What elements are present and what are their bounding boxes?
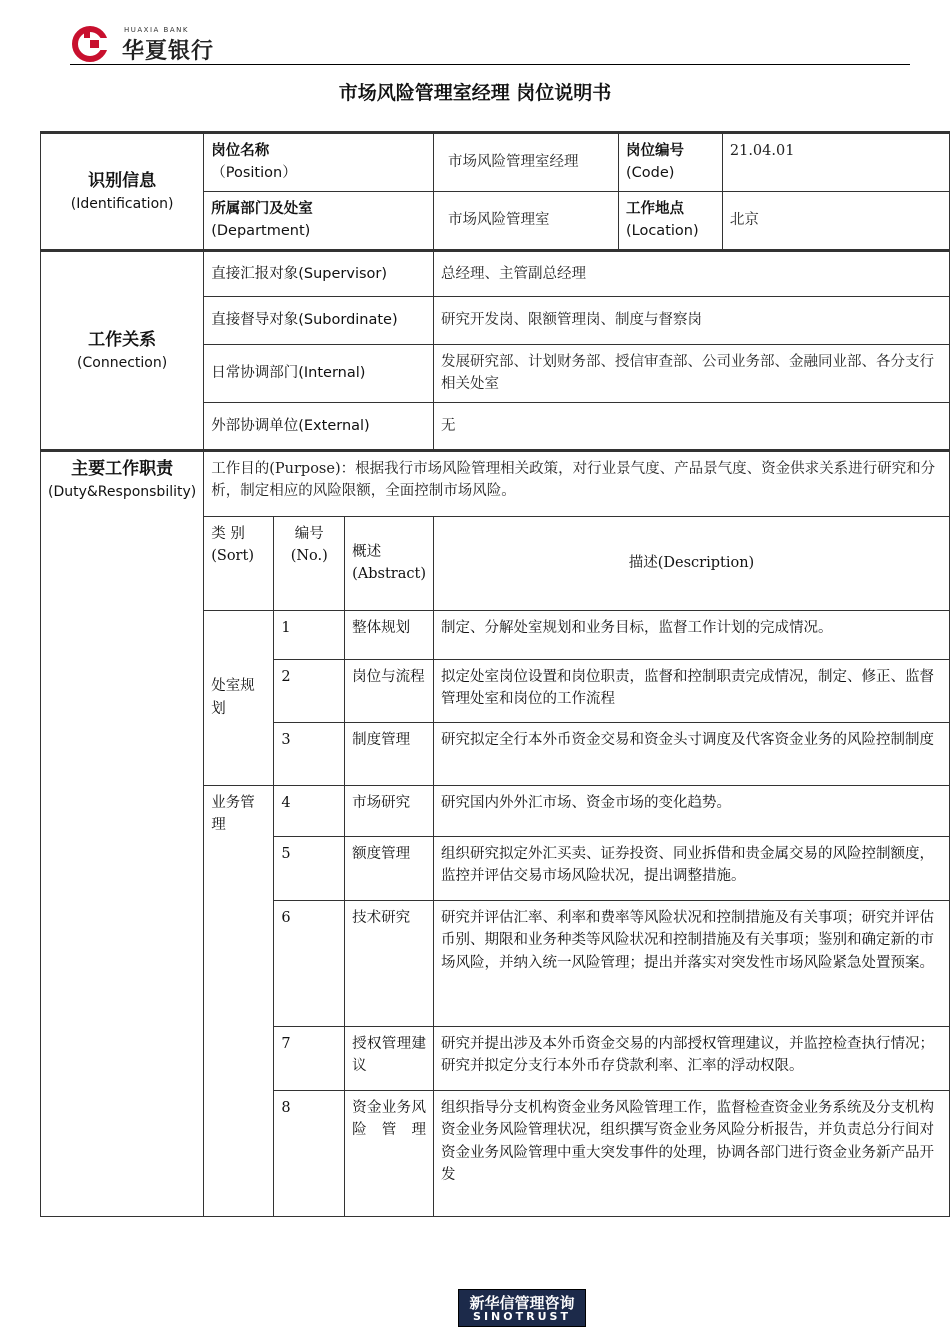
department-value: 市场风险管理室 — [433, 191, 618, 250]
no-header: 编号 (No.) — [274, 516, 345, 610]
subordinate-value: 研究开发岗、限额管理岗、制度与督察岗 — [433, 296, 949, 344]
duty-purpose-row — [41, 450, 950, 516]
bank-name-en: HUAXIA BANK — [124, 26, 189, 34]
location-label: 工作地点 (Location) — [618, 191, 722, 250]
duty-abstract: 技术研究 — [345, 900, 434, 1026]
duty-no: 8 — [274, 1090, 345, 1216]
duty-description: 研究并评估汇率、利率和费率等风险状况和控制措施及有关事项；研究并评估币别、期限和业务种类等风险状况和控制措施及有关事项；鉴别和确定新的市场风险，并纳入统一风险管理；提出并落实对突发性市场风险紧急处置预案。 — [433, 900, 949, 1026]
huaxia-bank-logo-icon — [70, 24, 110, 62]
sort-header: 类 别 (Sort) — [204, 516, 274, 610]
duty-abstract: 整体规划 — [345, 610, 434, 659]
duty-abstract: 授权管理建议 — [345, 1026, 434, 1090]
position-label: 岗位名称 （Position） — [204, 133, 434, 192]
document-title: 市场风险管理室经理 岗位说明书 — [338, 82, 612, 104]
location-value: 北京 — [722, 191, 949, 250]
duty-abstract: 制度管理 — [345, 722, 434, 785]
sinotrust-name-en: SINOTRUST — [473, 1310, 571, 1323]
relations-section-label: 工作关系 (Connection) — [41, 250, 204, 450]
sort-business-management: 业务管理 — [204, 785, 274, 1216]
duty-no: 2 — [274, 659, 345, 722]
duty-abstract: 岗位与流程 — [345, 659, 434, 722]
duty-no: 6 — [274, 900, 345, 1026]
relation-row-supervisor — [41, 250, 950, 296]
duty-no: 1 — [274, 610, 345, 659]
duty-abstract: 市场研究 — [345, 785, 434, 836]
supervisor-value: 总经理、主管副总经理 — [433, 250, 949, 296]
duty-description: 研究国内外外汇市场、资金市场的变化趋势。 — [433, 785, 949, 836]
duty-purpose: 工作目的(Purpose)：根据我行市场风险管理相关政策，对行业景气度、产品景气度、资金供求关系进行研究和分析，制定相应的风险限额，全面控制市场风险。 — [204, 450, 950, 516]
duty-abstract: 额度管理 — [345, 836, 434, 900]
duty-description: 拟定处室岗位设置和岗位职责，监督和控制职责完成情况，制定、修正、监督管理处室和岗位的工作流程 — [433, 659, 949, 722]
bank-header — [70, 22, 910, 64]
duty-description: 研究拟定全行本外币资金交易和资金头寸调度及代客资金业务的风险控制制度 — [433, 722, 949, 785]
duty-no: 5 — [274, 836, 345, 900]
duty-description: 研究并提出涉及本外币资金交易的内部授权管理建议，并监控检查执行情况；研究并拟定分支行本外币存贷款利率、汇率的浮动权限。 — [433, 1026, 949, 1090]
internal-label: 日常协调部门(Internal) — [204, 344, 434, 402]
duty-description: 制定、分解处室规划和业务目标，监督工作计划的完成情况。 — [433, 610, 949, 659]
position-value: 市场风险管理室经理 — [433, 133, 618, 192]
identification-section-label: 识别信息 (Identification) — [41, 133, 204, 251]
duty-no: 4 — [274, 785, 345, 836]
code-value: 21.04.01 — [722, 133, 949, 192]
internal-value: 发展研究部、计划财务部、授信审查部、公司业务部、金融同业部、各分支行相关处室 — [433, 344, 949, 402]
subordinate-label: 直接督导对象(Subordinate) — [204, 296, 434, 344]
duty-no: 3 — [274, 722, 345, 785]
supervisor-label: 直接汇报对象(Supervisor) — [204, 250, 434, 296]
external-value: 无 — [433, 402, 949, 450]
sinotrust-name-cn: 新华信管理咨询 — [469, 1294, 575, 1312]
sinotrust-logo — [458, 1289, 586, 1327]
external-label: 外部协调单位(External) — [204, 402, 434, 450]
duty-description: 组织研究拟定外汇买卖、证券投资、同业拆借和贵金属交易的风险控制额度，监控并评估交易市场风险状况，提出调整措施。 — [433, 836, 949, 900]
description-header: 描述(Description) — [433, 516, 949, 610]
sort-office-planning: 处室规划 — [204, 610, 274, 785]
duty-abstract: 资金业务风险管理 — [345, 1090, 434, 1216]
code-label: 岗位编号 (Code) — [618, 133, 722, 192]
duty-no: 7 — [274, 1026, 345, 1090]
duties-section-label: 主要工作职责 (Duty&Responsbility) — [41, 450, 204, 1216]
header-divider — [70, 64, 910, 65]
identification-row-position — [41, 133, 950, 192]
department-label: 所属部门及处室 (Department) — [204, 191, 434, 250]
abstract-header: 概述 (Abstract) — [345, 516, 434, 610]
duty-description: 组织指导分支机构资金业务风险管理工作，监督检查资金业务系统及分支机构资金业务风险管理状况，组织撰写资金业务风险分析报告，并负责总分行间对资金业务风险管理中重大突发事件的处理，协调各部门进行资金业务新产品开发 — [433, 1090, 949, 1216]
bank-name-cn: 华夏银行 — [122, 39, 215, 64]
job-description-table — [40, 131, 950, 1217]
